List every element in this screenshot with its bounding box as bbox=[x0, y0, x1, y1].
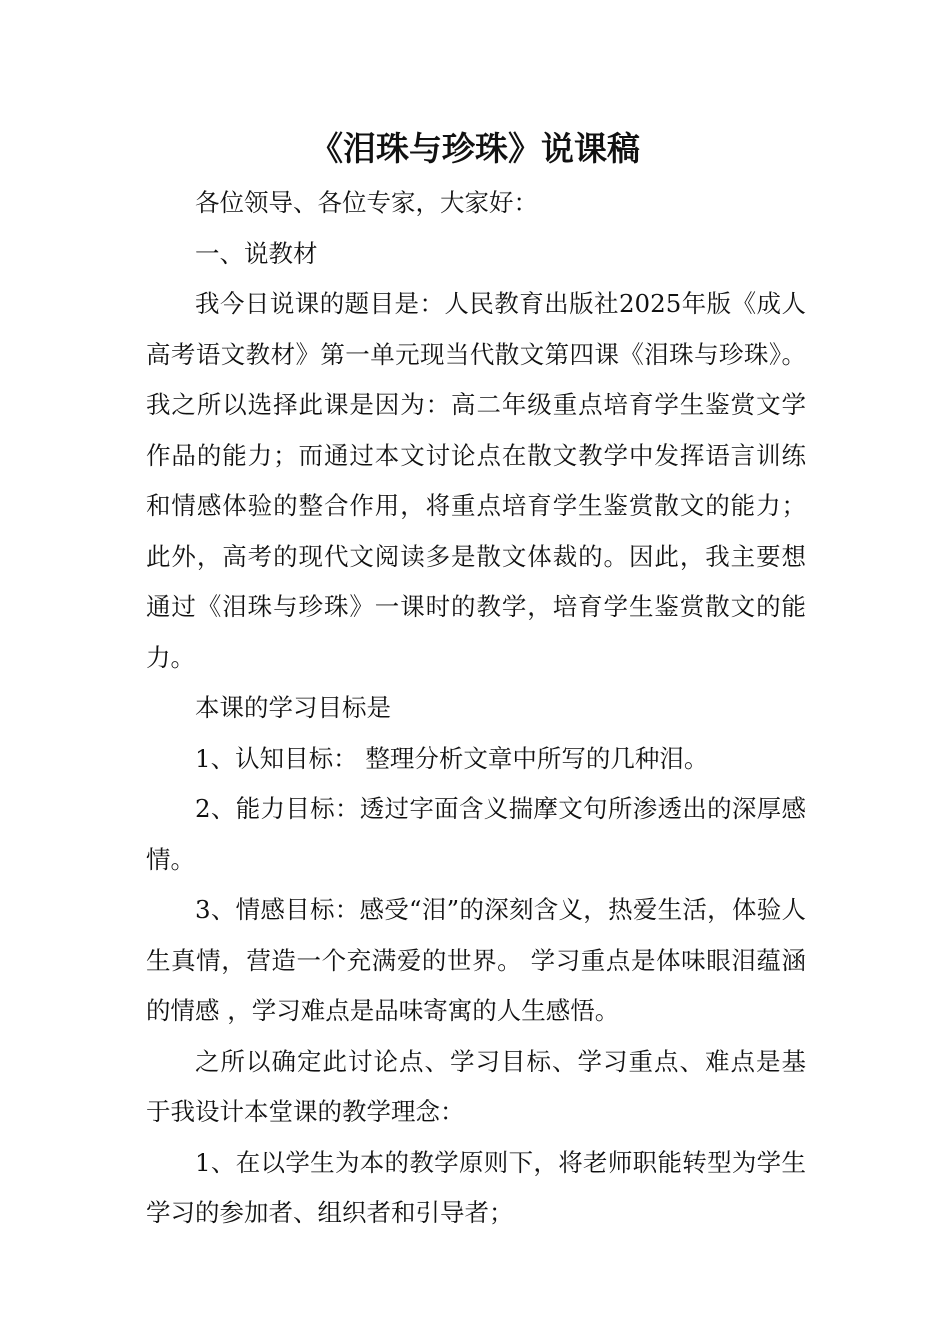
paragraph-objective-ability: 2、能力目标：透过字面含义揣摩文句所渗透出的深厚感情。 bbox=[146, 794, 806, 874]
paragraph-section-heading: 一、说教材 bbox=[195, 238, 318, 268]
paragraph-principle-1: 1、在以学生为本的教学原则下，将老师职能转型为学生学习的参加者、组织者和引导者； bbox=[146, 1147, 806, 1227]
paragraph-course-intro: 我今日说课的题目是：人民教育出版社2025年版《成人高考语文教材》第一单元现当代散文第四课《泪珠与珍珠》。我之所以选择此课是因为：高二年级重点培育学生鉴赏文学作品的能力；而通过本文讨论点在散文教学中发挥语言训练和情感体验的整合作用，将重点培育学生鉴赏散文的能力；此外，高考的现代文阅读多是散文体裁的。因此，我主要想通过《泪珠与珍珠》一课时的教学，培育学生鉴赏散文的能力。 bbox=[146, 289, 806, 672]
document-title: 《泪珠与珍珠》说课稿 bbox=[310, 129, 640, 168]
paragraph-objective-cognitive: 1、认知目标： 整理分析文章中所写的几种泪。 bbox=[195, 743, 709, 773]
document-body bbox=[146, 178, 806, 1239]
paragraph-objective-emotion: 3、情感目标：感受“泪”的深刻含义，热爱生活，体验人生真情，营造一个充满爱的世界。 学习重点是体味眼泪蕴涵的情感 ，学习难点是品味寄寓的人生感悟。 bbox=[146, 895, 806, 1025]
paragraph-rationale: 之所以确定此讨论点、学习目标、学习重点、难点是基于我设计本堂课的教学理念： bbox=[146, 1046, 806, 1126]
paragraph-objectives-heading: 本课的学习目标是 bbox=[195, 693, 391, 722]
paragraph-greeting: 各位领导、各位专家，大家好： bbox=[195, 188, 538, 217]
